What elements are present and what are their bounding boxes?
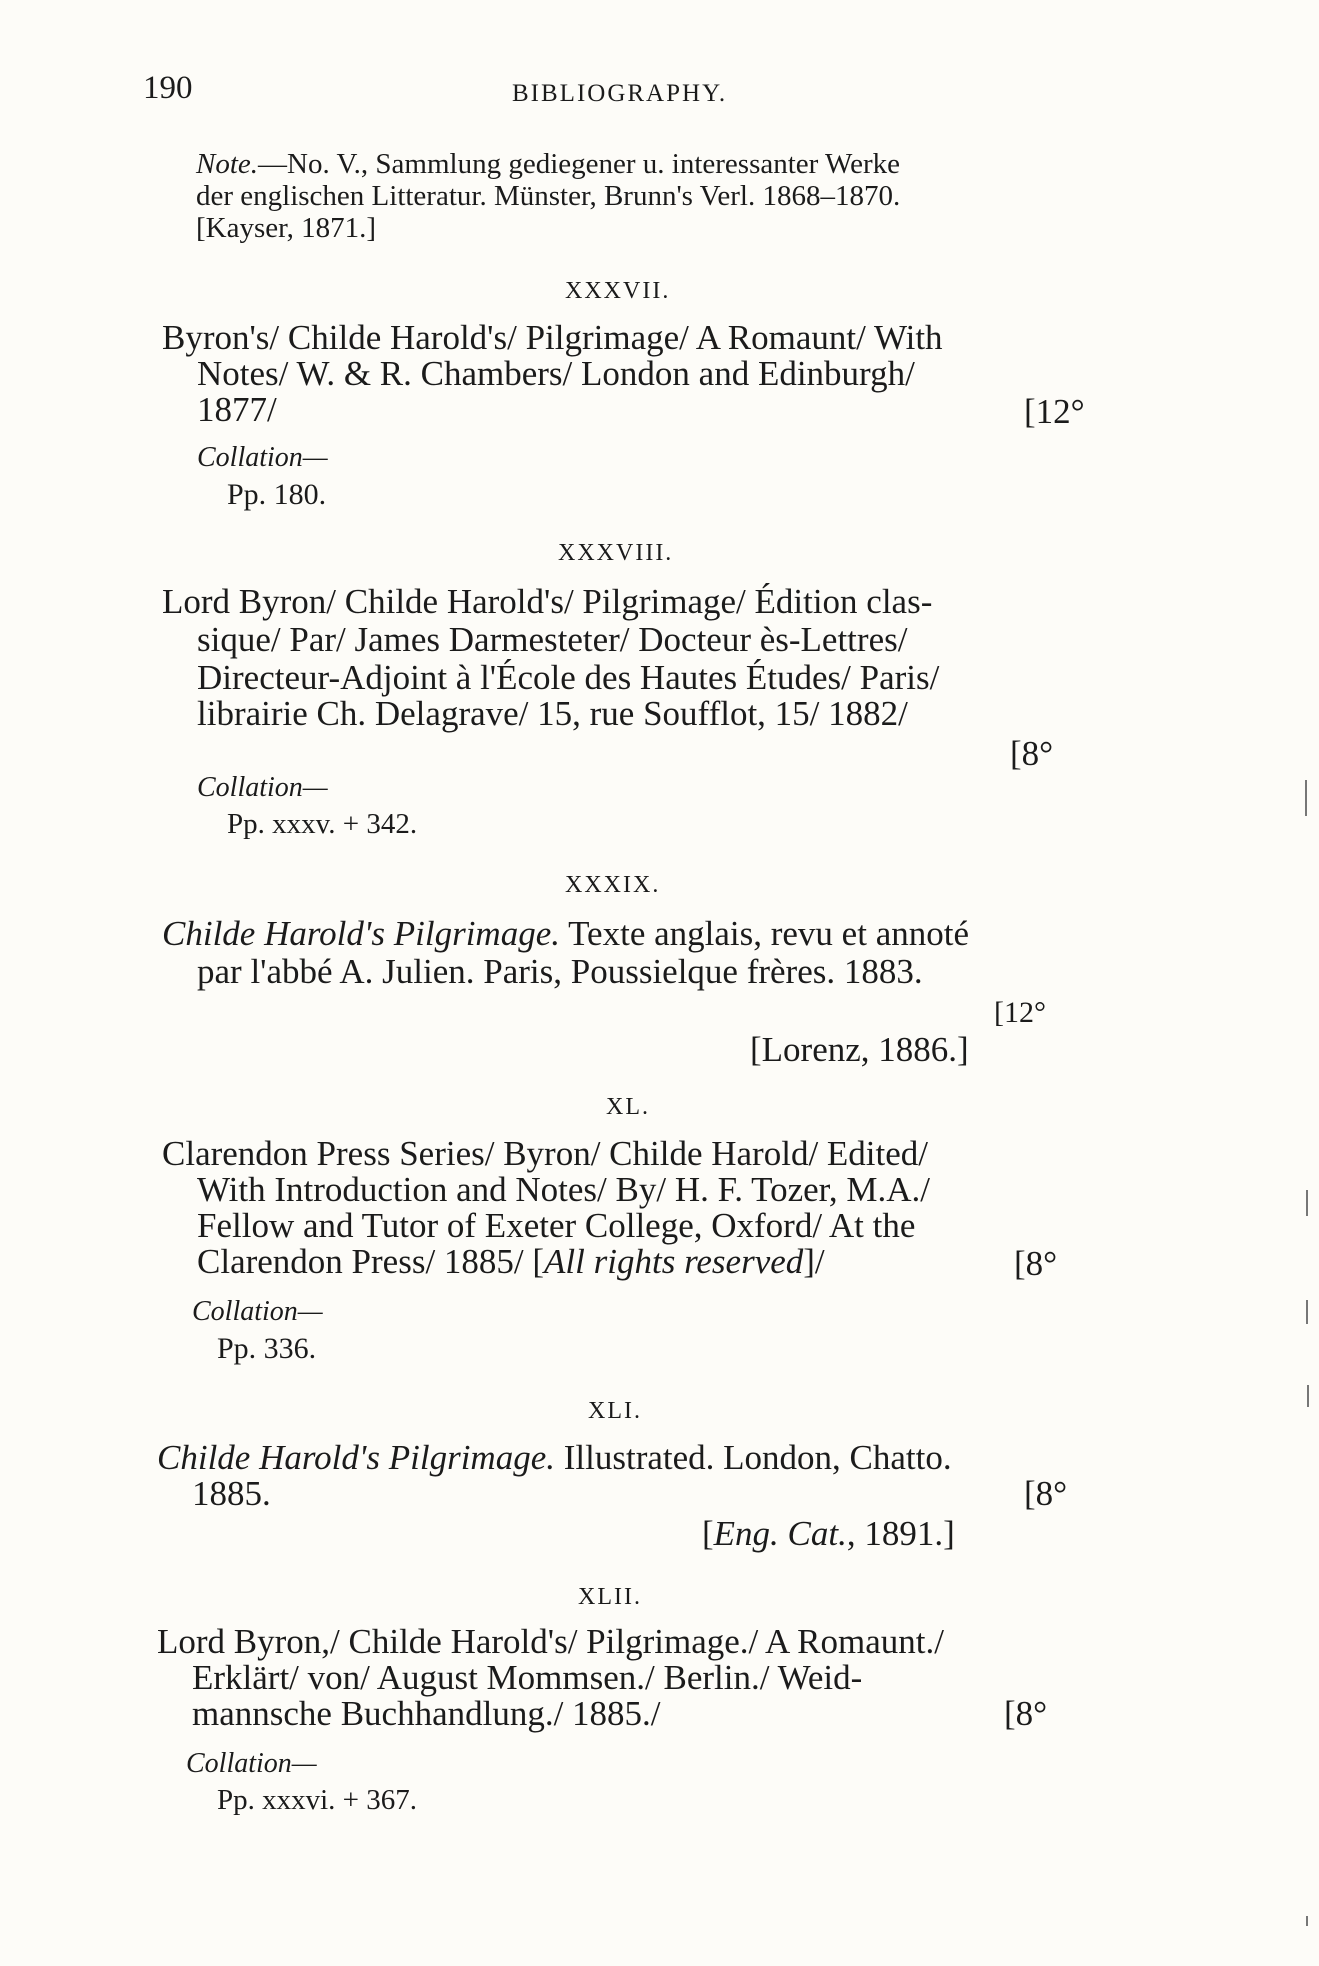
format-label: [8° — [1004, 1694, 1048, 1733]
page-number: 190 — [143, 70, 193, 106]
collation-label: Collation— — [186, 1748, 317, 1779]
entry-heading-xli: XLI. — [588, 1398, 642, 1424]
format-label: [12° — [1024, 392, 1085, 431]
collation-label: Collation— — [197, 442, 328, 473]
entry-xl-line-4: Clarendon Press/ 1885/ [All rights reserved]/ — [197, 1242, 825, 1281]
pagination: Pp. xxxv. + 342. — [227, 808, 418, 840]
scan-mark — [1306, 1190, 1308, 1216]
entry-xl-line-2: With Introduction and Notes/ By/ H. F. Tozer, M.A./ — [197, 1170, 931, 1209]
entry-xli-line-1: Childe Harold's Pilgrimage. Illustrated. London, Chatto. — [157, 1438, 952, 1477]
note-line-3: [Kayser, 1871.] — [196, 212, 377, 244]
scan-mark — [1306, 1300, 1308, 1324]
scan-mark — [1306, 1916, 1308, 1926]
entry-xlii-line-3: mannsche Buchhandlung./ 1885./ — [192, 1694, 661, 1733]
pagination: Pp. xxxvi. + 367. — [217, 1784, 418, 1816]
format-label: [8° — [1024, 1474, 1068, 1513]
running-head: BIBLIOGRAPHY. — [512, 80, 728, 107]
entry-xxxvii-line-3: 1877/ — [197, 390, 277, 429]
scan-mark — [1305, 780, 1307, 816]
entry-xxxviii-line-4: librairie Ch. Delagrave/ 15, rue Soufflot, 15/ 1882/ — [197, 694, 908, 733]
entry-xxxix-line-1: Childe Harold's Pilgrimage. Texte anglais, revu et annoté — [162, 914, 969, 953]
entry-xl-line-1: Clarendon Press Series/ Byron/ Childe Harold/ Edited/ — [162, 1134, 929, 1173]
entry-xxxviii-line-2: sique/ Par/ James Darmesteter/ Docteur ès-Lettres/ — [197, 620, 908, 659]
format-label: [8° — [1014, 1244, 1058, 1283]
entry-xxxvii-line-2: Notes/ W. & R. Chambers/ London and Edinburgh/ — [197, 354, 915, 393]
format-label: [8° — [1010, 734, 1054, 773]
entry-xxxviii-line-1: Lord Byron/ Childe Harold's/ Pilgrimage/ Édition clas- — [162, 582, 933, 621]
entry-heading-xlii: XLII. — [578, 1584, 642, 1610]
entry-heading-xl: XL. — [606, 1094, 650, 1120]
source-citation: [Lorenz, 1886.] — [750, 1030, 969, 1069]
note-line-2: der englischen Litteratur. Münster, Brunn's Verl. 1868–1870. — [196, 180, 901, 212]
collation-label: Collation— — [197, 772, 328, 803]
pagination: Pp. 180. — [227, 478, 327, 511]
entry-heading-xxxvii: XXXVII. — [565, 278, 671, 304]
pagination: Pp. 336. — [217, 1332, 317, 1365]
source-citation: [Eng. Cat., 1891.] — [702, 1514, 955, 1553]
entry-xxxviii-line-3: Directeur-Adjoint à l'École des Hautes Études/ Paris/ — [197, 658, 940, 697]
format-label: [12° — [994, 996, 1046, 1029]
scan-mark — [1307, 1385, 1309, 1407]
entry-xlii-line-1: Lord Byron,/ Childe Harold's/ Pilgrimage./ A Romaunt./ — [157, 1622, 944, 1661]
note-line-1: Note.—No. V., Sammlung gediegener u. interessanter Werke — [196, 148, 900, 180]
entry-xxxvii-line-1: Byron's/ Childe Harold's/ Pilgrimage/ A Romaunt/ With — [162, 318, 943, 357]
entry-heading-xxxviii: XXXVIII. — [558, 540, 674, 566]
entry-heading-xxxix: XXXIX. — [565, 872, 661, 898]
entry-xli-line-2: 1885. — [192, 1474, 271, 1513]
entry-xxxix-line-2: par l'abbé A. Julien. Paris, Poussielque frères. 1883. — [197, 952, 923, 991]
entry-xlii-line-2: Erklärt/ von/ August Mommsen./ Berlin./ Weid- — [192, 1658, 863, 1697]
collation-label: Collation— — [192, 1296, 323, 1327]
entry-xl-line-3: Fellow and Tutor of Exeter College, Oxford/ At the — [197, 1206, 916, 1245]
